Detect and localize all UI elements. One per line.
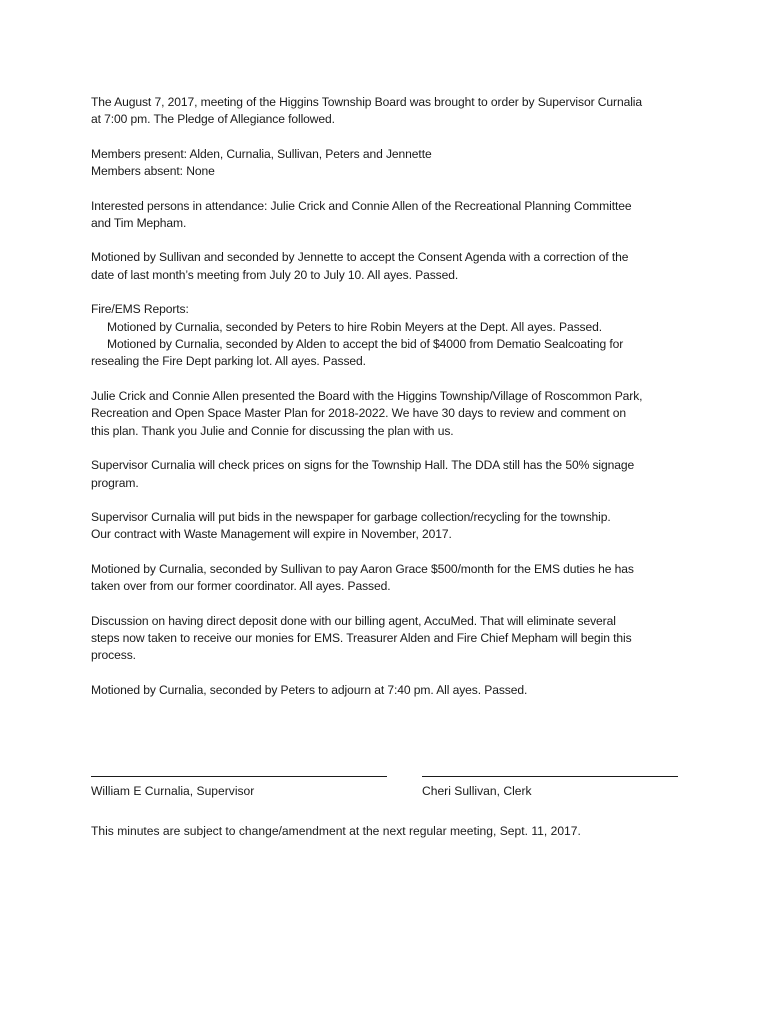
fire-ems-motion-2: Motioned by Curnalia, seconded by Alden to accept the bid of $4000 from Dematio Sealcoating for [107,337,624,352]
supervisor-signature [91,775,387,800]
text-line: Motioned by Curnalia, seconded by Peters to adjourn at 7:40 pm. All ayes. Passed. [91,682,528,697]
minutes-body [91,94,691,716]
garbage-paragraph [91,509,691,544]
amendment-note: This minutes are subject to change/amendment at the next regular meeting, Sept. 11, 2017. [91,824,581,838]
text-line: Julie Crick and Connie Allen presented the Board with the Higgins Township/Village of Roscommon Park, [91,388,643,403]
text-line: at 7:00 pm. The Pledge of Allegiance followed. [91,112,335,127]
fire-ems-motion-2-cont: resealing the Fire Dept parking lot. All ayes. Passed. [91,354,366,369]
members-absent: Members absent: None [91,164,215,179]
consent-agenda-paragraph [91,249,691,284]
text-line: date of last month’s meeting from July 20 to July 10. All ayes. Passed. [91,267,459,282]
text-line: The August 7, 2017, meeting of the Higgins Township Board was brought to order by Supervisor Curnalia [91,95,643,109]
text-line: Interested persons in attendance: Julie Crick and Connie Allen of the Recreational Planning Committee [91,198,632,213]
text-line: Supervisor Curnalia will check prices on signs for the Township Hall. The DDA still has the 50% signage [91,458,635,473]
master-plan-paragraph [91,388,691,440]
text-line: process. [91,648,136,663]
ems-pay-paragraph [91,561,691,596]
text-line: program. [91,475,139,490]
text-line: Our contract with Waste Management will expire in November, 2017. [91,527,452,542]
direct-deposit-paragraph [91,613,691,665]
signature-line [91,775,387,777]
opening-paragraph [91,94,691,129]
fire-ems-motion-1: Motioned by Curnalia, seconded by Peters to hire Robin Meyers at the Dept. All ayes. Passed. [107,319,602,334]
text-line: Motioned by Sullivan and seconded by Jennette to accept the Consent Agenda with a correction of the [91,250,629,265]
fire-ems-paragraph [91,301,691,371]
adjourn-paragraph [91,682,691,699]
supervisor-name: William E Curnalia, Supervisor [91,784,255,798]
text-line: Supervisor Curnalia will put bids in the newspaper for garbage collection/recycling for the township. [91,509,611,524]
signs-paragraph [91,457,691,492]
attendance-paragraph [91,198,691,233]
clerk-name: Cheri Sullivan, Clerk [422,784,532,798]
clerk-signature [422,775,678,800]
signature-block [91,775,691,815]
text-line: and Tim Mepham. [91,216,187,231]
text-line: taken over from our former coordinator. All ayes. Passed. [91,579,391,594]
members-present: Members present: Alden, Curnalia, Sullivan, Peters and Jennette [91,146,432,161]
text-line: Discussion on having direct deposit done with our billing agent, AccuMed. That will eliminate several [91,613,616,628]
text-line: Recreation and Open Space Master Plan for 2018-2022. We have 30 days to review and comment on [91,406,627,421]
signature-line [422,775,678,777]
text-line: this plan. Thank you Julie and Connie for discussing the plan with us. [91,423,454,438]
text-line: Motioned by Curnalia, seconded by Sullivan to pay Aaron Grace $500/month for the EMS duties he has [91,561,634,576]
fire-ems-heading: Fire/EMS Reports: [91,302,189,317]
members-paragraph [91,146,691,181]
text-line: steps now taken to receive our monies for EMS. Treasurer Alden and Fire Chief Mepham will begin this [91,630,632,645]
